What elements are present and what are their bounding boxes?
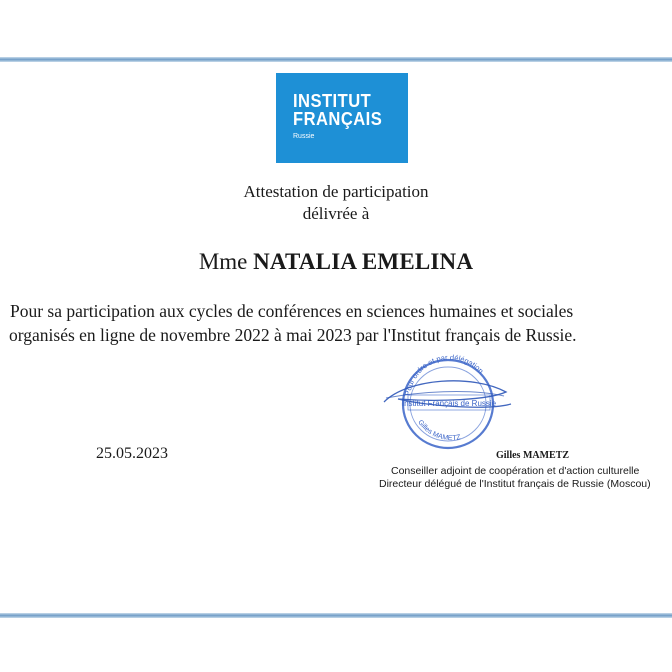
attestation-body — [0, 299, 672, 347]
signatory-role-1: Conseiller adjoint de coopération et d'action culturelle — [391, 465, 640, 477]
body-line-1: Pour sa participation aux cycles de conférences en sciences humaines et sociales — [10, 301, 574, 321]
recipient-name: NATALIA EMELINA — [253, 249, 474, 274]
top-border — [0, 57, 672, 62]
logo-line-2: FRANÇAIS — [293, 109, 383, 129]
attestation-line-2: délivrée à — [302, 204, 370, 223]
bottom-border — [0, 613, 672, 618]
signatory-role-2: Directeur délégué de l'Institut français de Russie (Moscou) — [379, 478, 651, 490]
recipient — [0, 248, 672, 276]
attestation-title — [0, 181, 672, 225]
logo-line-1: INSTITUT — [293, 91, 372, 111]
stamp-outer-text: Pour ordre et par délégation — [403, 352, 486, 397]
official-stamp — [378, 352, 514, 458]
body-line-2: organisés en ligne de novembre 2022 à mai 2023 par l'Institut français de Russie. — [9, 325, 577, 345]
institut-francais-logo — [276, 73, 408, 163]
stamp-middle-text: Institut Français de Russie — [401, 399, 497, 408]
attestation-line-1: Attestation de participation — [243, 182, 429, 201]
recipient-prefix: Mme — [198, 249, 248, 274]
issue-date: 25.05.2023 — [96, 445, 168, 462]
signatory-name: Gilles MAMETZ — [496, 450, 570, 461]
stamp-bottom-text: Gilles MAMETZ — [416, 418, 462, 443]
logo-line-3: Russie — [293, 133, 315, 140]
